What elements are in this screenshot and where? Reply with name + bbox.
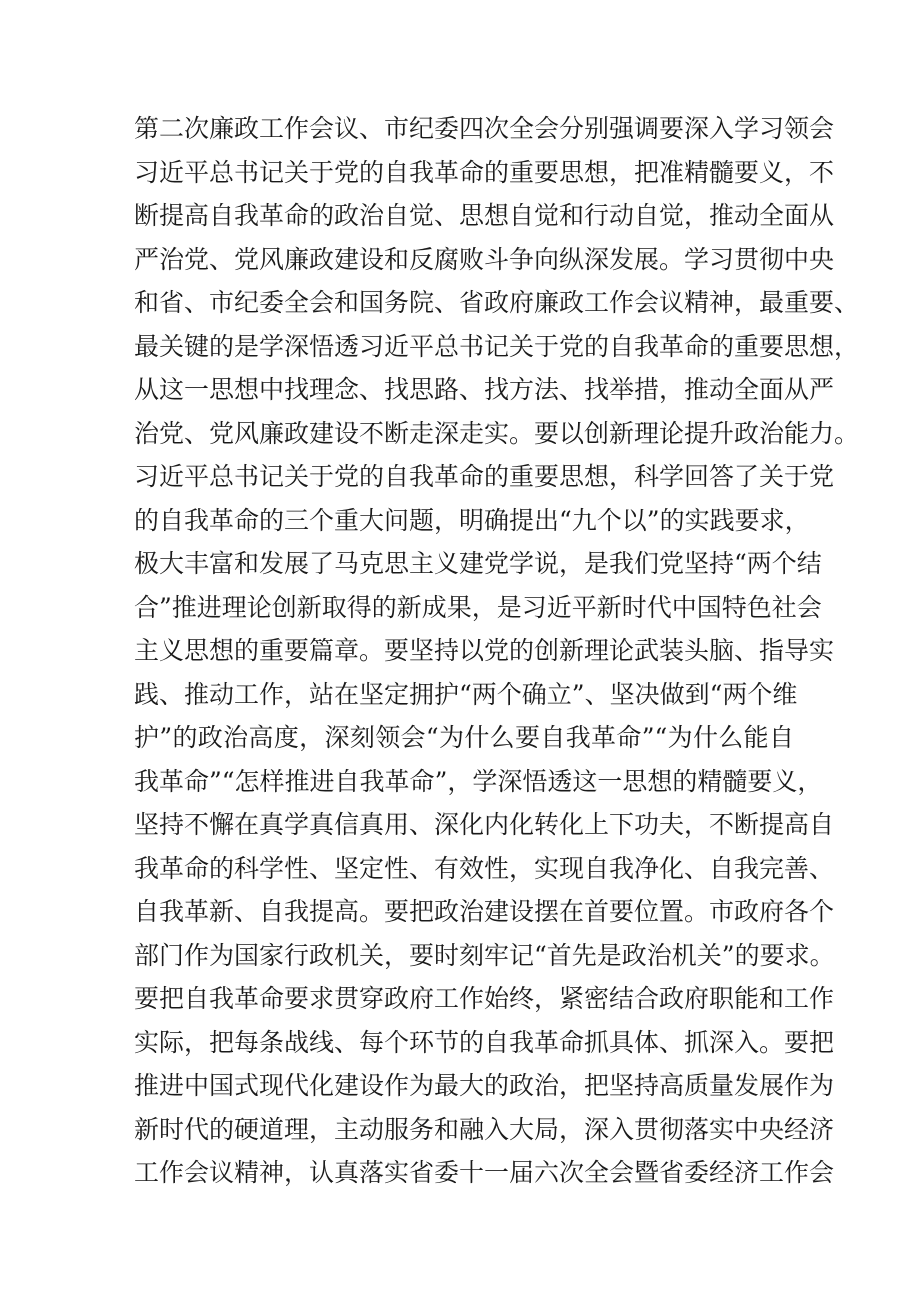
text-line: 护”的政治高度，深刻领会“为什么要自我革命”“为什么能自 — [134, 723, 794, 752]
text-line: 要把自我革命要求贯穿政府工作始终，紧密结合政府职能和工作 — [134, 984, 835, 1013]
text-line: 我革命”“怎样推进自我革命”，学深悟透这一思想的精髓要义， — [134, 766, 823, 796]
text-line: 第二次廉政工作会议、市纪委四次全会分别强调要深入学习领会 — [134, 114, 835, 143]
text-line: 新时代的硬道理，主动服务和融入大局，深入贯彻落实中央经济 — [134, 1114, 835, 1144]
text-line: 实际，把每条战线、每个环节的自我革命抓具体、抓深入。要把 — [134, 1027, 835, 1057]
text-line: 主义思想的重要篇章。要坚持以党的创新理论武装头脑、指导实 — [134, 636, 835, 665]
text-line: 自我革新、自我提高。要把政治建设摆在首要位置。市政府各个 — [134, 897, 835, 926]
text-line: 我革命的科学性、坚定性、有效性，实现自我净化、自我完善、 — [134, 853, 835, 883]
text-line: 严治党、党风廉政建设和反腐败斗争向纵深发展。学习贯彻中央 — [134, 244, 835, 274]
text-line: 和省、市纪委全会和国务院、省政府廉政工作会议精神，最重要、 — [134, 288, 860, 317]
text-line: 工作会议精神，认真落实省委十一届六次全会暨省委经济工作会 — [134, 1158, 835, 1187]
text-line: 践、推动工作，站在坚定拥护“两个确立”、坚决做到“两个维 — [134, 679, 798, 709]
text-line: 从这一思想中找理念、找思路、找方法、找举措，推动全面从严 — [134, 375, 835, 404]
text-line: 的自我革命的三个重大问题，明确提出“九个以”的实践要求， — [134, 505, 810, 535]
text-line: 最关键的是学深悟透习近平总书记关于党的自我革命的重要思想， — [134, 331, 860, 361]
text-line: 推进中国式现代化建设作为最大的政治，把坚持高质量发展作为 — [134, 1071, 835, 1100]
text-line: 合”推进理论创新取得的新成果，是习近平新时代中国特色社会 — [134, 592, 822, 622]
text-line: 习近平总书记关于党的自我革命的重要思想，把准精髓要义，不 — [134, 157, 835, 187]
text-line: 坚持不懈在真学真信真用、深化内化转化上下功夫，不断提高自 — [134, 810, 835, 839]
text-line: 极大丰富和发展了马克思主义建党学说，是我们党坚持“两个结 — [134, 549, 822, 578]
text-line: 断提高自我革命的政治自觉、思想自觉和行动自觉，推动全面从 — [134, 201, 835, 230]
text-line: 治党、党风廉政建设不断走深走实。要以创新理论提升政治能力。 — [134, 418, 860, 448]
body-text — [134, 107, 860, 1195]
text-line: 习近平总书记关于党的自我革命的重要思想，科学回答了关于党 — [134, 462, 835, 491]
text-line: 部门作为国家行政机关，要时刻牢记“首先是政治机关”的要求。 — [134, 940, 835, 970]
